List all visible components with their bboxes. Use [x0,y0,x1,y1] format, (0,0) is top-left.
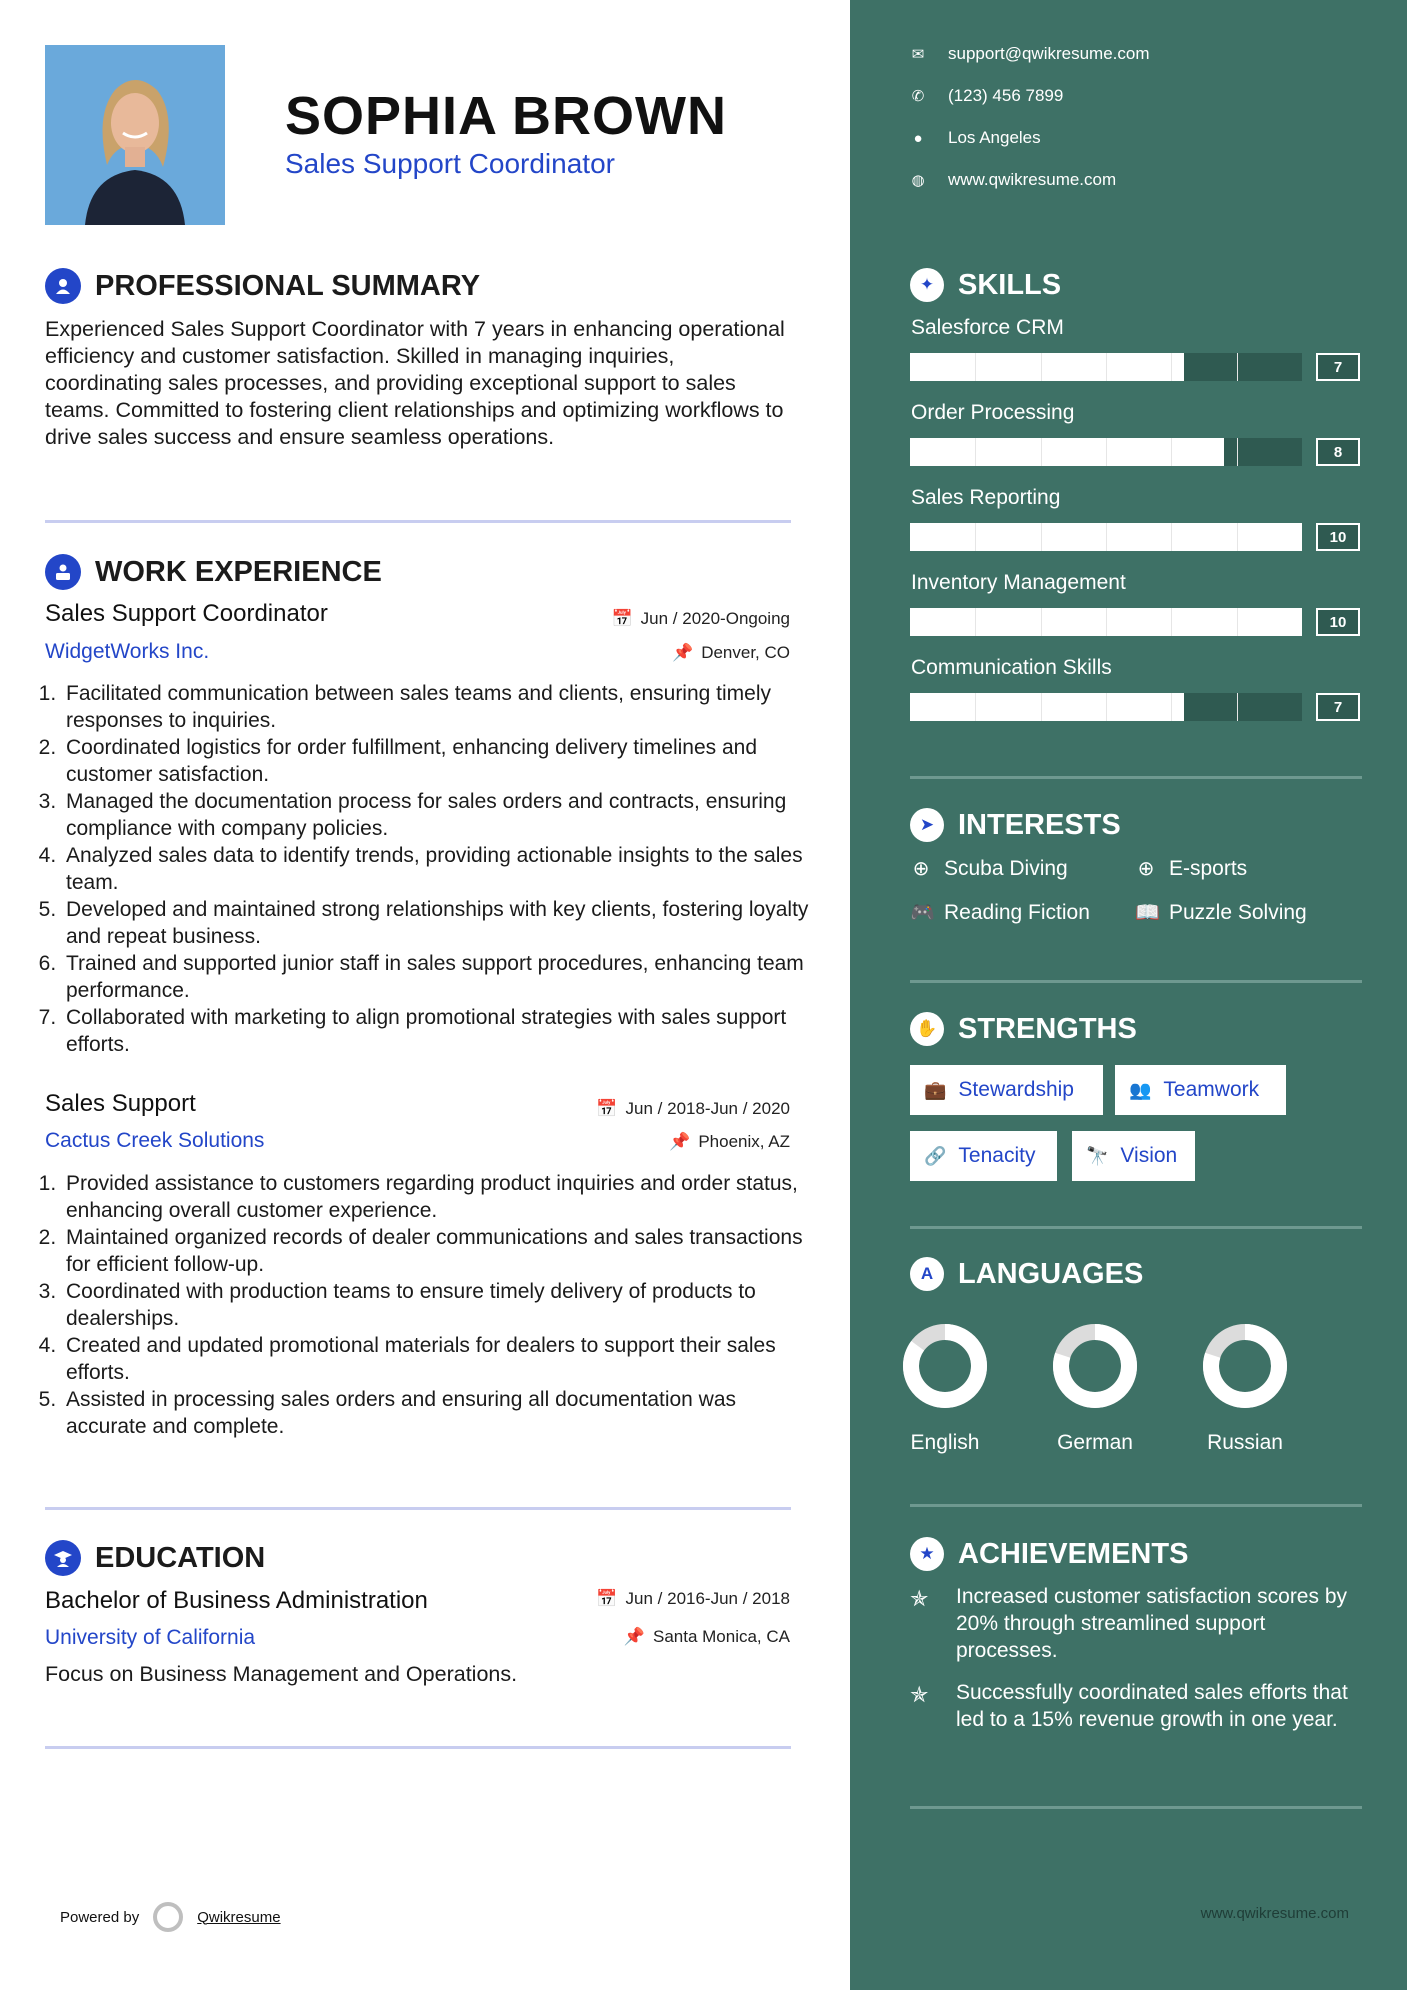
languages-heading: A LANGUAGES [910,1257,1143,1291]
job-title: Sales Support [45,1090,196,1117]
divider [910,1226,1362,1229]
language-card-icon: A [910,1257,944,1291]
divider [45,1746,791,1749]
job-company: WidgetWorks Inc. [45,640,210,663]
divider [910,1504,1362,1507]
globe-icon: ◍ [911,172,925,189]
list-item: 3. Managed the documentation process for sales orders and contracts, ensuring compliance with company policies. [62,788,822,842]
phone-icon: ✆ [911,88,925,105]
skill-bar [910,523,1302,551]
skill-score: 10 [1316,523,1360,551]
skill-score: 7 [1316,353,1360,381]
life-ring-icon: ⊕ [912,858,930,880]
binoculars-icon: 🔭 [1086,1145,1109,1166]
language-item [880,1323,1010,1455]
education-heading [45,1540,265,1576]
calendar-icon: 📅 [596,1589,618,1608]
calendar-icon: 📅 [611,609,633,628]
job-company: Cactus Creek Solutions [45,1129,265,1152]
skill-bar [910,693,1302,721]
skill-bar [910,353,1302,381]
divider [910,776,1362,779]
list-item: 5. Assisted in processing sales orders and ensuring all documentation was accurate and complete. [62,1386,822,1440]
contact-phone[interactable]: ✆ (123) 456 7899 [911,86,1064,105]
strengths-heading: ✋ STRENGTHS [910,1012,1137,1046]
star-badge-icon: ★ [910,1537,944,1571]
skill-name: Inventory Management [911,571,1126,594]
map-pin-icon: ● [913,129,923,147]
skill-score: 8 [1316,438,1360,466]
skill-bar-tick [1106,438,1107,466]
achievements-heading: ★ ACHIEVEMENTS [910,1537,1188,1571]
summary-title: PROFESSIONAL SUMMARY [95,269,481,302]
candidate-role: Sales Support Coordinator [285,148,615,179]
summary-heading [45,268,480,304]
paper-plane-icon: ➤ [910,808,944,842]
divider [910,1806,1362,1809]
lightbulb-icon: ✦ [910,268,944,302]
skill-bar-tick [1237,608,1238,636]
achievement-item: ✯ Increased customer satisfaction scores by 20% through streamlined support processes. [910,1585,1348,1662]
language-item [1030,1323,1160,1455]
pin-icon: 📌 [669,1132,691,1151]
gamepad-icon: 🎮 [910,902,935,924]
list-item: 2. Maintained organized records of dealer communications and sales transactions for efficient follow-up. [62,1224,822,1278]
degree-title: Bachelor of Business Administration [45,1587,428,1614]
skill-bar-tick [1041,608,1042,636]
summary-text: Experienced Sales Support Coordinator with 7 years in enhancing operational efficiency and customer satisfaction. Skilled in managing inquiries, coordinating sales processes, and providing exceptional support to sales teams. Committed to fostering client relationships and optimizing workflows to drive sales success and ensure seamless operations. [45,317,785,449]
skill-bar-tick [1171,608,1172,636]
strength-chip: 🔗 Tenacity [910,1131,1057,1181]
job-dates: 📅 Jun / 2020-Ongoing [611,609,790,628]
skill-bar-fill [910,353,1184,381]
skill-bar-tick [1171,523,1172,551]
skill-bar-fill [910,693,1184,721]
skill-bar [910,438,1302,466]
skill-bar-tick [1106,693,1107,721]
education-dates: 📅 Jun / 2016-Jun / 2018 [596,1589,790,1608]
skill-bar-tick [1237,353,1238,381]
list-item: 4. Analyzed sales data to identify trends, providing actionable insights to the sales team. [62,842,822,896]
graduate-icon [45,1540,81,1576]
interest-item: 📖 Puzzle Solving [1135,900,1307,924]
profile-photo [45,45,225,225]
skill-bar-tick [1171,438,1172,466]
skill-bar-tick [1237,523,1238,551]
contact-website[interactable]: ◍ www.qwikresume.com [911,170,1117,189]
pin-icon: 📌 [623,1627,645,1646]
pin-icon: 📌 [672,643,694,662]
powered-by: Powered by Qwikresume [60,1902,281,1932]
life-ring-icon: ⊕ [1137,858,1155,880]
list-item: 7. Collaborated with marketing to align promotional strategies with sales support efforts. [62,1004,822,1058]
language-name: English [910,1431,980,1454]
strength-chip: 🔭 Vision [1072,1131,1195,1181]
contact-location: ● Los Angeles [910,128,1041,148]
skill-bar-tick [1106,608,1107,636]
job-location: 📌 Phoenix, AZ [669,1132,790,1151]
list-item: 2. Coordinated logistics for order fulfillment, enhancing delivery timelines and customer satisfaction. [62,734,822,788]
education-focus: Focus on Business Management and Operations. [45,1662,518,1686]
achievement-item: ✯ Successfully coordinated sales efforts that led to a 15% revenue growth in one year. [910,1681,1348,1731]
interest-item: ⊕ Scuba Diving [910,856,1068,881]
divider [910,980,1362,983]
list-item: 6. Trained and supported junior staff in sales support procedures, enhancing team performance. [62,950,822,1004]
footer-website[interactable]: www.qwikresume.com [1200,1905,1349,1922]
skill-name: Salesforce CRM [911,316,1064,339]
skill-bar-tick [1237,693,1238,721]
skill-bar-tick [1237,438,1238,466]
divider [45,1507,791,1510]
job-bullets [40,1170,822,1440]
envelope-icon: ✉ [911,46,925,63]
briefcase-user-icon [45,554,81,590]
skill-bar-tick [975,608,976,636]
school-name: University of California [45,1626,256,1649]
strength-chip: 💼 Stewardship [910,1065,1103,1115]
skill-name: Order Processing [911,401,1075,424]
skill-bar-tick [975,353,976,381]
qwikresume-logo-icon [153,1902,183,1932]
star-icon: ✯ [910,1682,929,1707]
skills-heading: ✦ SKILLS [910,268,1061,302]
skill-bar-tick [1041,693,1042,721]
job-location: 📌 Denver, CO [672,643,790,662]
skill-bar-fill [910,438,1224,466]
language-ring [1052,1323,1138,1409]
language-item [1180,1323,1310,1455]
skill-bar-tick [975,693,976,721]
user-icon [45,268,81,304]
interest-item: 🎮 Reading Fiction [910,900,1090,924]
education-title: EDUCATION [95,1541,266,1574]
job-title: Sales Support Coordinator [45,600,328,627]
language-ring [1202,1323,1288,1409]
skill-bar-tick [1106,523,1107,551]
list-item: 1. Provided assistance to customers regarding product inquiries and order status, enhancing overall customer experience. [62,1170,822,1224]
skill-bar-tick [1041,353,1042,381]
skill-bar-tick [1171,693,1172,721]
book-icon: 📖 [1135,902,1160,924]
briefcase-icon: 💼 [924,1079,947,1100]
list-item: 3. Coordinated with production teams to ensure timely delivery of products to dealerships. [62,1278,822,1332]
skill-bar-tick [1041,438,1042,466]
skill-bar-tick [1106,353,1107,381]
skill-bar-tick [975,523,976,551]
skill-bar-tick [975,438,976,466]
skill-name: Communication Skills [911,656,1112,679]
experience-heading [45,554,382,590]
contact-email[interactable]: ✉ support@qwikresume.com [911,44,1150,63]
sidebar [850,0,1407,1990]
qwikresume-link[interactable]: Qwikresume [197,1908,281,1926]
education-location: 📌 Santa Monica, CA [623,1627,790,1646]
language-name: Russian [1207,1431,1283,1454]
language-name: German [1057,1431,1133,1454]
skill-name: Sales Reporting [911,486,1061,509]
skill-bar-tick [1041,523,1042,551]
job-bullets [40,680,822,1058]
calendar-icon: 📅 [596,1099,618,1118]
link-icon: 🔗 [924,1145,947,1166]
users-icon: 👥 [1129,1079,1152,1100]
divider [45,520,791,523]
skill-bar-tick [1171,353,1172,381]
experience-title: WORK EXPERIENCE [95,555,382,588]
language-ring [902,1323,988,1409]
list-item: 5. Developed and maintained strong relationships with key clients, fostering loyalty and repeat business. [62,896,822,950]
skill-score: 7 [1316,693,1360,721]
strength-chip: 👥 Teamwork [1115,1065,1286,1115]
hand-icon: ✋ [910,1012,944,1046]
interests-heading: ➤ INTERESTS [910,808,1121,842]
list-item: 4. Created and updated promotional materials for dealers to support their sales efforts. [62,1332,822,1386]
interest-item: ⊕ E-sports [1135,856,1247,881]
skill-bar [910,608,1302,636]
list-item: 1. Facilitated communication between sales teams and clients, ensuring timely responses to inquiries. [62,680,822,734]
star-icon: ✯ [910,1586,929,1611]
job-dates: 📅 Jun / 2018-Jun / 2020 [596,1099,790,1118]
candidate-name: SOPHIA BROWN [285,86,727,146]
skill-score: 10 [1316,608,1360,636]
